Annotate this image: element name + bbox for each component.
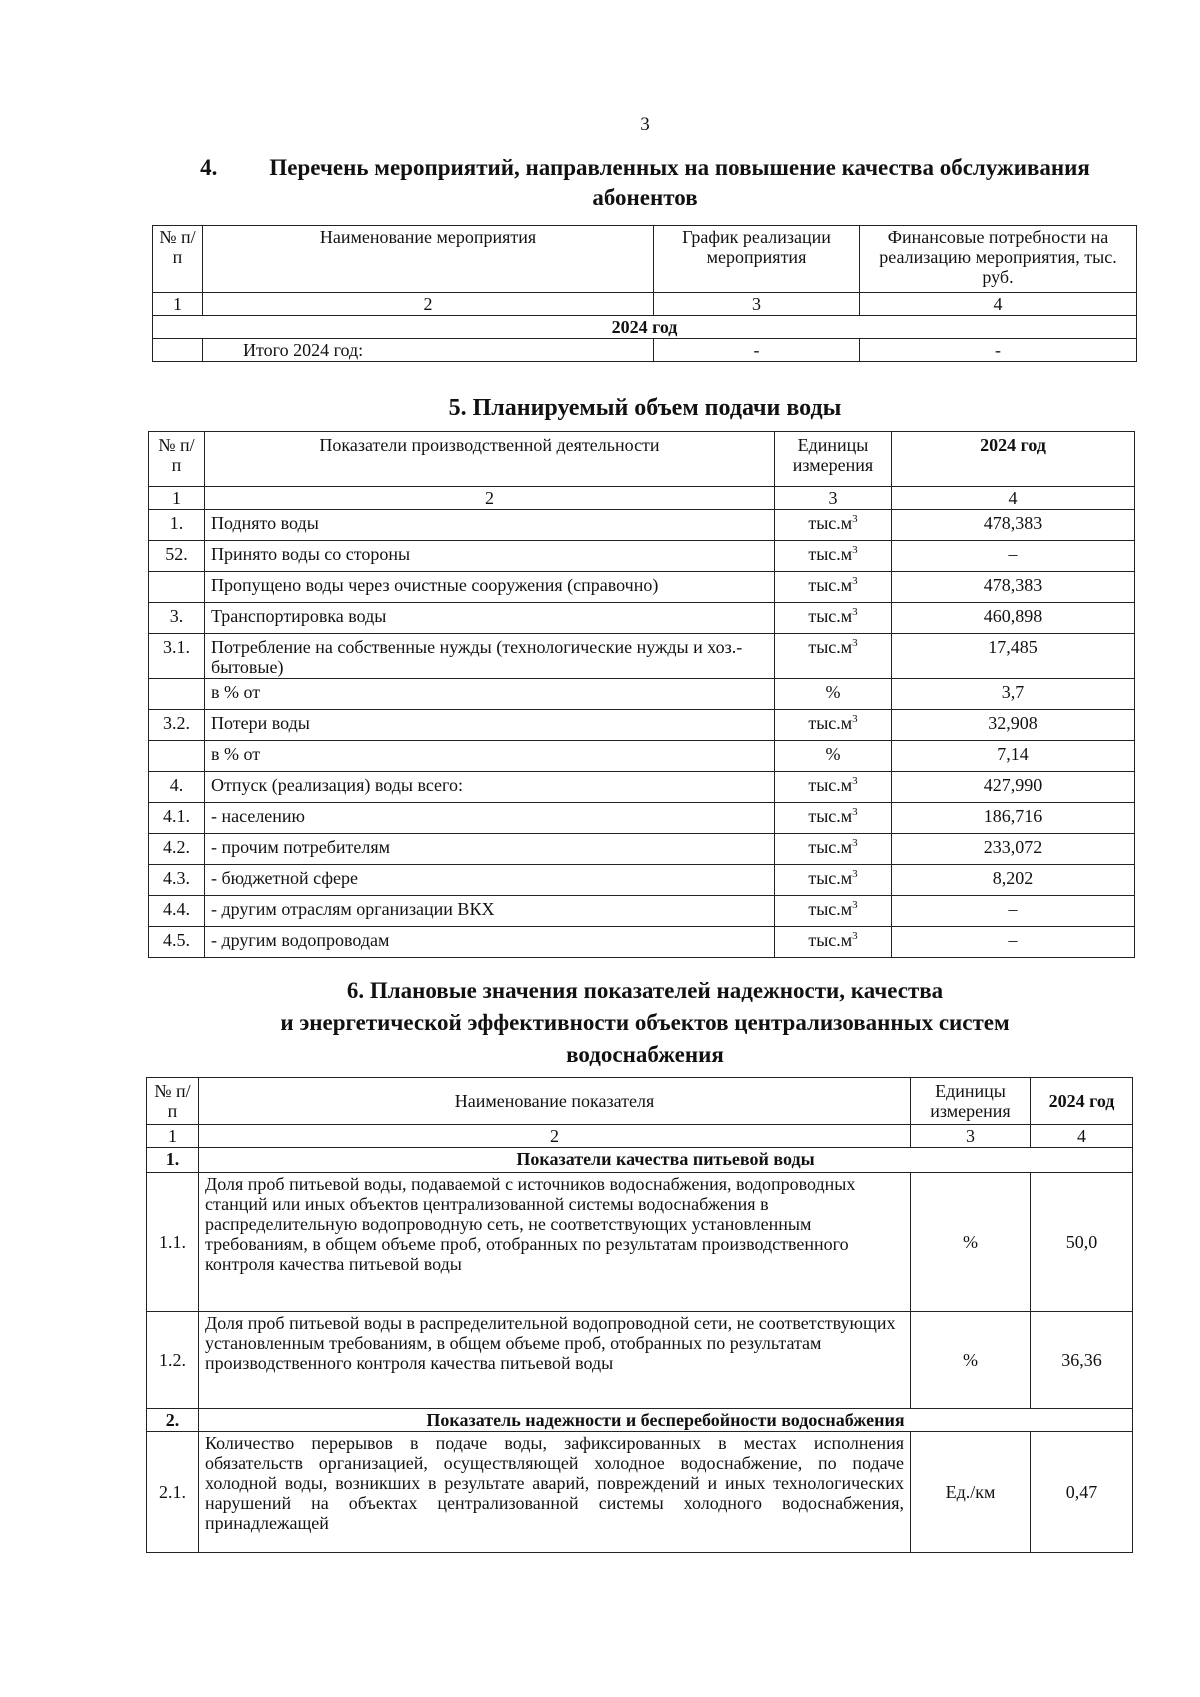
indicator-name: Отпуск (реализация) воды всего:	[205, 772, 775, 803]
indicator-unit	[775, 679, 892, 710]
indicator-value: –	[892, 927, 1135, 958]
unit-text: тыс.м	[808, 544, 853, 564]
unit-exponent: 3	[852, 544, 858, 556]
row-number: 4.3.	[149, 865, 205, 896]
indicator-unit	[775, 603, 892, 634]
table-row	[149, 927, 1135, 958]
unit-exponent: 3	[852, 575, 858, 587]
unit-text: тыс.м	[808, 899, 853, 919]
section5-table	[148, 431, 1135, 958]
unit-exponent: 3	[852, 513, 858, 525]
header-cell: Финансовые потребности на реализацию мероприятия, тыс. руб.	[860, 226, 1137, 293]
indicator-unit: %	[911, 1312, 1031, 1409]
indicator-unit: %	[911, 1173, 1031, 1312]
table-row	[149, 865, 1135, 896]
group-row	[147, 1148, 1133, 1173]
indicator-value: 0,47	[1031, 1432, 1133, 1553]
unit-text: тыс.м	[808, 575, 853, 595]
indicator-unit	[775, 510, 892, 541]
section5-title: 5. Планируемый объем подачи воды	[448, 395, 842, 421]
unit-text: тыс.м	[808, 713, 853, 733]
indicator-name: Количество перерывов в подаче воды, зафиксированных в местах исполнения обязательств организацией, осуществляющей холодное водоснабжение, по подаче холодной воды, возникших в результате аварий, повреждений и иных технологических нарушений на объектах централизованной системы холодного водоснабжения, принадлежащей	[199, 1432, 911, 1553]
indicator-name: - населению	[205, 803, 775, 834]
section6-title-line1: 6. Плановые значения показателей надежности, качества	[346, 978, 944, 1003]
table-row	[149, 679, 1135, 710]
unit-exponent: 3	[852, 837, 858, 849]
indicator-unit	[775, 741, 892, 772]
empty-cell	[153, 339, 203, 362]
table-row	[149, 510, 1135, 541]
col-number: 1	[149, 487, 205, 510]
unit-text: тыс.м	[808, 637, 853, 657]
indicator-value: 186,716	[892, 803, 1135, 834]
unit-text: %	[825, 682, 841, 702]
col-number: 4	[892, 487, 1135, 510]
indicator-unit: Ед./км	[911, 1432, 1031, 1553]
total-schedule: -	[654, 339, 860, 362]
section4-heading	[150, 153, 1140, 213]
header-cell: Наименование показателя	[199, 1078, 911, 1125]
total-finance: -	[860, 339, 1137, 362]
indicator-name: Потери воды	[205, 710, 775, 741]
indicator-name: - другим водопроводам	[205, 927, 775, 958]
indicator-value: 427,990	[892, 772, 1135, 803]
table-row	[149, 541, 1135, 572]
indicator-value: 3,7	[892, 679, 1135, 710]
col-number: 2	[199, 1125, 911, 1148]
table-row	[149, 603, 1135, 634]
indicator-unit	[775, 772, 892, 803]
col-number: 2	[203, 293, 654, 316]
header-cell: 2024 год	[892, 432, 1135, 487]
table-row	[149, 710, 1135, 741]
unit-text: тыс.м	[808, 837, 853, 857]
row-number: 2.1.	[147, 1432, 199, 1553]
table-row	[147, 1173, 1133, 1312]
row-number: 3.1.	[149, 634, 205, 679]
col-number: 3	[775, 487, 892, 510]
indicator-name: - прочим потребителям	[205, 834, 775, 865]
col-number: 1	[147, 1125, 199, 1148]
year-row	[153, 316, 1137, 339]
indicator-value: 478,383	[892, 510, 1135, 541]
indicator-unit	[775, 803, 892, 834]
table-row	[149, 772, 1135, 803]
table-row	[149, 803, 1135, 834]
col-number: 3	[911, 1125, 1031, 1148]
total-label: Итого 2024 год:	[203, 339, 654, 362]
row-number: 3.2.	[149, 710, 205, 741]
group-title: Показатель надежности и бесперебойности водоснабжения	[199, 1409, 1133, 1432]
year-label: 2024 год	[153, 316, 1137, 339]
section6-table	[146, 1077, 1133, 1553]
indicator-value: –	[892, 896, 1135, 927]
indicator-unit	[775, 896, 892, 927]
header-cell: 2024 год	[1031, 1078, 1133, 1125]
header-cell: Наименование мероприятия	[203, 226, 654, 293]
unit-exponent: 3	[852, 899, 858, 911]
column-number-row	[153, 293, 1137, 316]
column-number-row	[147, 1125, 1133, 1148]
col-number: 1	[153, 293, 203, 316]
row-number: 4.	[149, 772, 205, 803]
indicator-unit	[775, 541, 892, 572]
column-number-row	[149, 487, 1135, 510]
indicator-value: 50,0	[1031, 1173, 1133, 1312]
table-header-row	[149, 432, 1135, 487]
unit-text: %	[825, 744, 841, 764]
header-cell: Показатели производственной деятельности	[205, 432, 775, 487]
indicator-value: 8,202	[892, 865, 1135, 896]
header-cell: График реализации мероприятия	[654, 226, 860, 293]
section4-title: Перечень мероприятий, направленных на повышение качества обслуживания абонентов	[269, 155, 1090, 210]
header-cell: Единицы измерения	[911, 1078, 1031, 1125]
section6-heading	[150, 975, 1140, 1071]
row-number	[149, 679, 205, 710]
col-number: 2	[205, 487, 775, 510]
indicator-unit	[775, 710, 892, 741]
indicator-unit	[775, 927, 892, 958]
header-cell: № п/п	[149, 432, 205, 487]
row-number: 1.1.	[147, 1173, 199, 1312]
indicator-unit	[775, 572, 892, 603]
table-row	[149, 896, 1135, 927]
unit-exponent: 3	[852, 806, 858, 818]
unit-text: тыс.м	[808, 606, 853, 626]
row-number: 1.	[149, 510, 205, 541]
unit-text: тыс.м	[808, 868, 853, 888]
section4-number: 4.	[200, 155, 218, 180]
group-number: 1.	[147, 1148, 199, 1173]
indicator-name: Принято воды со стороны	[205, 541, 775, 572]
table-header-row	[147, 1078, 1133, 1125]
header-cell: № п/п	[147, 1078, 199, 1125]
indicator-value: 233,072	[892, 834, 1135, 865]
group-row	[147, 1409, 1133, 1432]
col-number: 4	[860, 293, 1137, 316]
table-header-row	[153, 226, 1137, 293]
total-row	[153, 339, 1137, 362]
row-number	[149, 741, 205, 772]
group-title: Показатели качества питьевой воды	[199, 1148, 1133, 1173]
row-number: 52.	[149, 541, 205, 572]
row-number: 4.5.	[149, 927, 205, 958]
indicator-value: 478,383	[892, 572, 1135, 603]
row-number: 4.1.	[149, 803, 205, 834]
indicator-name: Поднято воды	[205, 510, 775, 541]
indicator-name: Доля проб питьевой воды в распределительной водопроводной сети, не соответствующих установленным требованиям, в общем объеме проб, отобранных по результатам производственного контроля качества питьевой воды	[199, 1312, 911, 1409]
unit-text: тыс.м	[808, 930, 853, 950]
indicator-name: в % от	[205, 679, 775, 710]
table-row	[149, 572, 1135, 603]
indicator-name: Транспортировка воды	[205, 603, 775, 634]
header-cell: № п/п	[153, 226, 203, 293]
indicator-value: –	[892, 541, 1135, 572]
unit-exponent: 3	[852, 713, 858, 725]
table-row	[149, 634, 1135, 679]
indicator-value: 7,14	[892, 741, 1135, 772]
col-number: 4	[1031, 1125, 1133, 1148]
section6-title-line3: водоснабжения	[566, 1042, 724, 1067]
indicator-value: 36,36	[1031, 1312, 1133, 1409]
row-number: 1.2.	[147, 1312, 199, 1409]
unit-exponent: 3	[852, 775, 858, 787]
table-row	[149, 834, 1135, 865]
group-number: 2.	[147, 1409, 199, 1432]
indicator-name: - другим отраслям организации ВКХ	[205, 896, 775, 927]
unit-exponent: 3	[852, 868, 858, 880]
unit-exponent: 3	[852, 606, 858, 618]
row-number: 4.2.	[149, 834, 205, 865]
unit-exponent: 3	[852, 637, 858, 649]
indicator-unit	[775, 865, 892, 896]
row-number	[149, 572, 205, 603]
row-number: 3.	[149, 603, 205, 634]
row-number: 4.4.	[149, 896, 205, 927]
unit-exponent: 3	[852, 930, 858, 942]
indicator-name: Пропущено воды через очистные сооружения (справочно)	[205, 572, 775, 603]
indicator-name: Доля проб питьевой воды, подаваемой с источников водоснабжения, водопроводных станций или иных объектов централизованной системы водоснабжения в распределительную водопроводную сеть, не соответствующих установленным требованиям, в общем объеме проб, отобранных по результатам производственного контроля качества питьевой воды	[199, 1173, 911, 1312]
unit-text: тыс.м	[808, 513, 853, 533]
table-row	[147, 1312, 1133, 1409]
unit-text: тыс.м	[808, 775, 853, 795]
section4-table	[152, 225, 1137, 362]
section6-title-line2: и энергетической эффективности объектов централизованных систем	[280, 1010, 1010, 1035]
indicator-name: - бюджетной сфере	[205, 865, 775, 896]
indicator-unit	[775, 634, 892, 679]
col-number: 3	[654, 293, 860, 316]
indicator-value: 32,908	[892, 710, 1135, 741]
indicator-unit	[775, 834, 892, 865]
table-row	[149, 741, 1135, 772]
table-row	[147, 1432, 1133, 1553]
page-number: 3	[640, 114, 650, 135]
header-cell: Единицы измерения	[775, 432, 892, 487]
section5-rows	[149, 510, 1135, 958]
indicator-name: Потребление на собственные нужды (технологические нужды и хоз.-бытовые)	[205, 634, 775, 679]
indicator-value: 17,485	[892, 634, 1135, 679]
indicator-name: в % от	[205, 741, 775, 772]
unit-text: тыс.м	[808, 806, 853, 826]
indicator-value: 460,898	[892, 603, 1135, 634]
